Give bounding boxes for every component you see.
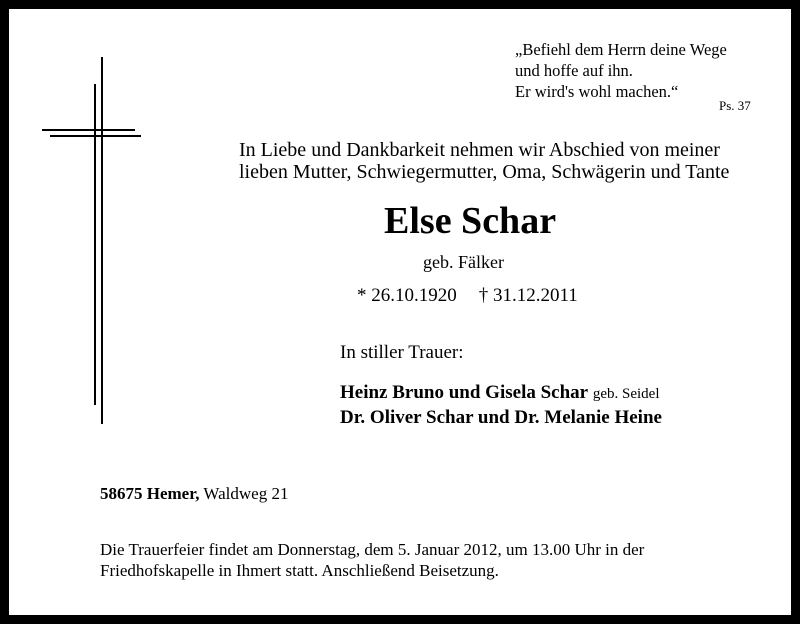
family-list [340, 381, 662, 430]
psalm-quote [515, 39, 727, 102]
cross-vertical-bar-2 [101, 57, 103, 424]
family-line-1-suffix: geb. Seidel [592, 386, 660, 402]
cross-vertical-bar-1 [94, 84, 96, 405]
death-date: † 31.12.2011 [478, 285, 578, 306]
family-line-1 [340, 381, 662, 406]
funeral-line-1: Die Trauerfeier findet am Donnerstag, dem 5. Januar 2012, um 13.00 Uhr in der [100, 540, 645, 559]
deceased-name: Else Schar [384, 200, 557, 242]
life-dates [357, 285, 578, 307]
cross-horizontal-bar-2 [50, 135, 141, 137]
address-street: Waldweg 21 [203, 484, 289, 503]
psalm-line-2: und hoffe auf ihn. [515, 61, 633, 80]
intro-line-1: In Liebe und Dankbarkeit nehmen wir Abschied von meiner [239, 139, 720, 161]
address [100, 484, 288, 504]
family-line-2 [340, 406, 662, 430]
funeral-line-2: Friedhofskapelle in Ihmert statt. Anschließend Beisetzung. [100, 561, 499, 580]
address-city: 58675 Hemer, [100, 484, 200, 503]
maiden-name: geb. Fälker [423, 252, 504, 272]
funeral-info [100, 539, 644, 581]
intro-line-2: lieben Mutter, Schwiegermutter, Oma, Schwägerin und Tante [239, 161, 730, 183]
family-line-1-names: Heinz Bruno und Gisela Schar [340, 382, 589, 403]
family-line-2-names: Dr. Oliver Schar und Dr. Melanie Heine [340, 407, 662, 428]
psalm-line-3: Er wird's wohl machen.“ [515, 82, 679, 101]
mourning-label: In stiller Trauer: [340, 342, 464, 363]
psalm-reference: Ps. 37 [719, 98, 751, 113]
psalm-line-1: „Befiehl dem Herrn deine Wege [515, 40, 727, 59]
birth-date: * 26.10.1920 [357, 285, 457, 306]
intro-text [239, 139, 729, 183]
cross-horizontal-bar-1 [42, 129, 135, 131]
